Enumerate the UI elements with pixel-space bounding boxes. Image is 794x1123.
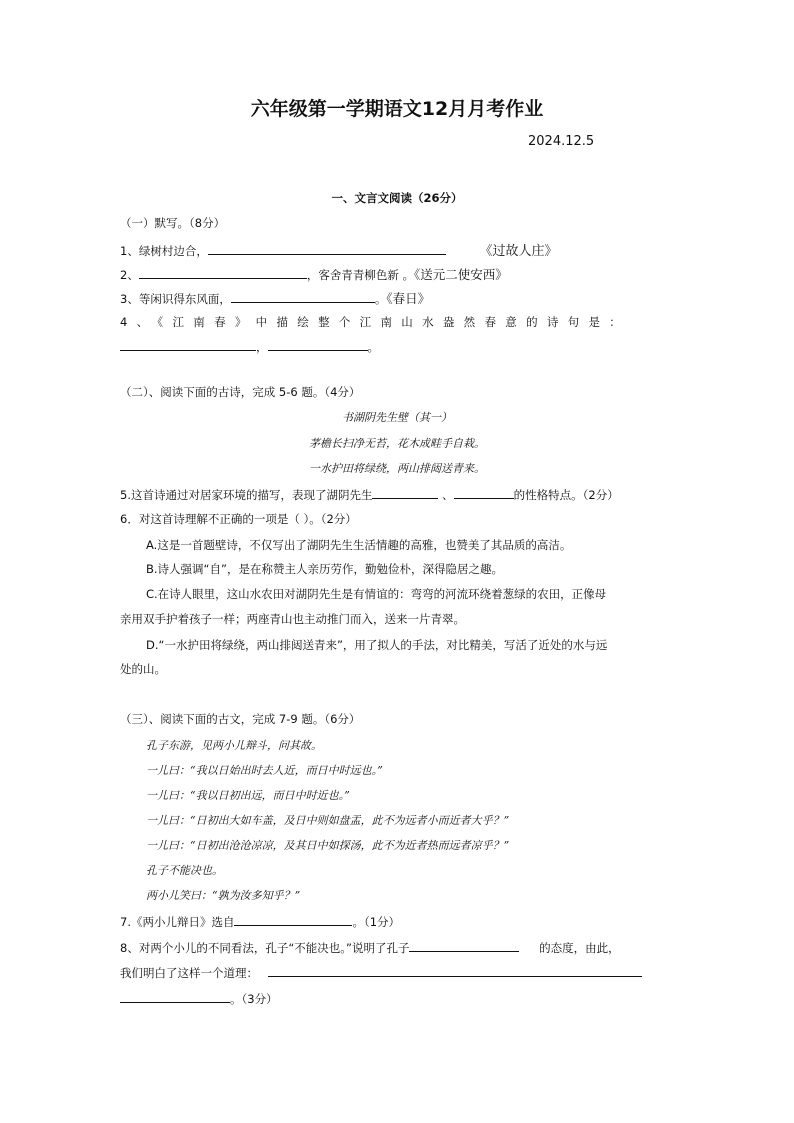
section-heading: 一、文言文阅读（26分） [331, 191, 463, 205]
q1-source: 《过故人庄》 [479, 244, 558, 259]
question-8-line3: 。（3分） [120, 990, 278, 1007]
q3-prefix: 3、等闲识得东风面， [120, 292, 231, 306]
q3-suffix: 。 [374, 292, 387, 306]
question-8: 8、对两个小儿的不同看法，孔子“不能决也。”说明了孔子 的态度，由此， [120, 941, 620, 955]
classical-text-line: 一儿曰：“日初出沧沧凉凉，及其日中如探汤，此不为近者热而远者凉乎？” [146, 839, 510, 852]
q3-answer-blank[interactable] [231, 290, 375, 303]
question-4-answers: ， 。 [120, 338, 379, 355]
q8-answer-blank-1[interactable] [409, 939, 519, 952]
q2-suffix: ，客舍青青柳色新 。 [306, 268, 414, 282]
question-2 [120, 265, 508, 283]
question-3 [120, 289, 430, 307]
q5-answer-blank-1[interactable] [372, 486, 438, 499]
q3-source: 《春日》 [386, 291, 431, 306]
part3-heading: （三）、阅读下面的古文，完成 7-9 题。（6分） [120, 712, 361, 726]
option-b: B.诗人强调“自”，是在称赞主人亲历劳作，勤勉俭朴，深得隐居之趣。 [146, 562, 503, 576]
option-c-line1: C.在诗人眼里，这山水农田对湖阴先生是有情谊的：弯弯的河流环绕着葱绿的农田，正像母 [146, 587, 607, 601]
q4-answer-blank-1[interactable] [120, 338, 256, 351]
part1-heading: （一）默写。（8分） [120, 216, 226, 230]
q2-source: 《送元二使安西》 [413, 267, 508, 282]
question-8-line2: 我们明白了这样一个道理： [120, 964, 642, 981]
poem-title: 书湖阴先生壁（其一） [342, 411, 452, 424]
classical-text-line: 一儿曰：“我以日始出时去人近，而日中时远也。” [146, 764, 383, 777]
question-1 [120, 240, 558, 259]
classical-text-line: 一儿曰：“我以日初出远，而日中时近也。” [146, 789, 350, 802]
poem-line-1: 茅檐长扫净无苔，花木成畦手自栽。 [309, 437, 485, 450]
q8-answer-blank-2[interactable] [268, 964, 642, 977]
q2-prefix: 2、 [120, 268, 139, 282]
page-title: 六年级第一学期语文12月月考作业 [250, 98, 544, 120]
q4-answer-blank-2[interactable] [268, 338, 368, 351]
q1-prefix: 1、绿树村边合， [120, 244, 208, 258]
q1-answer-blank[interactable] [208, 242, 446, 255]
classical-text-line: 两小儿笑曰：“孰为汝多知乎？” [146, 889, 301, 902]
option-d-line1: D.“一水护田将绿绕，两山排闼送青来”，用了拟人的手法，对比精美，写活了近处的水与远 [146, 638, 608, 652]
option-d-line2: 处的山。 [120, 662, 166, 676]
q2-answer-blank[interactable] [139, 266, 307, 279]
poem-line-2: 一水护田将绿绕，两山排闼送青来。 [309, 462, 485, 475]
classical-text-line: 孔子东游，见两小儿辩斗，问其故。 [146, 739, 322, 752]
part2-heading: （二）、阅读下面的古诗，完成 5-6 题。（4分） [120, 385, 361, 399]
question-7: 7.《两小儿辩日》选自 。（1分） [120, 915, 401, 929]
option-a: A.这是一首题壁诗，不仅写出了湖阴先生生活情趣的高雅，也赞美了其品质的高洁。 [146, 538, 572, 552]
question-6: 6．对这首诗理解不正确的一项是（ ）。（2分） [120, 512, 357, 526]
q7-answer-blank[interactable] [234, 913, 352, 926]
q5-answer-blank-2[interactable] [454, 486, 514, 499]
option-c-line2: 亲用双手护着孩子一样；两座青山也主动推门而入，送来一片青翠。 [120, 612, 465, 626]
q8-answer-blank-3[interactable] [120, 990, 230, 1003]
question-4: 4、《江南春》中描绘整个江南山水盎然春意的诗句是： [120, 315, 631, 329]
classical-text-line: 孔子不能决也。 [146, 864, 223, 877]
question-5: 5.这首诗通过对居家环境的描写，表现了湖阴先生 、 的性格特点。（2分） [120, 488, 619, 502]
classical-text-line: 一儿曰：“日初出大如车盖，及日中则如盘盂，此不为远者小而近者大乎？” [146, 814, 510, 827]
document-date: 2024.12.5 [528, 134, 595, 149]
